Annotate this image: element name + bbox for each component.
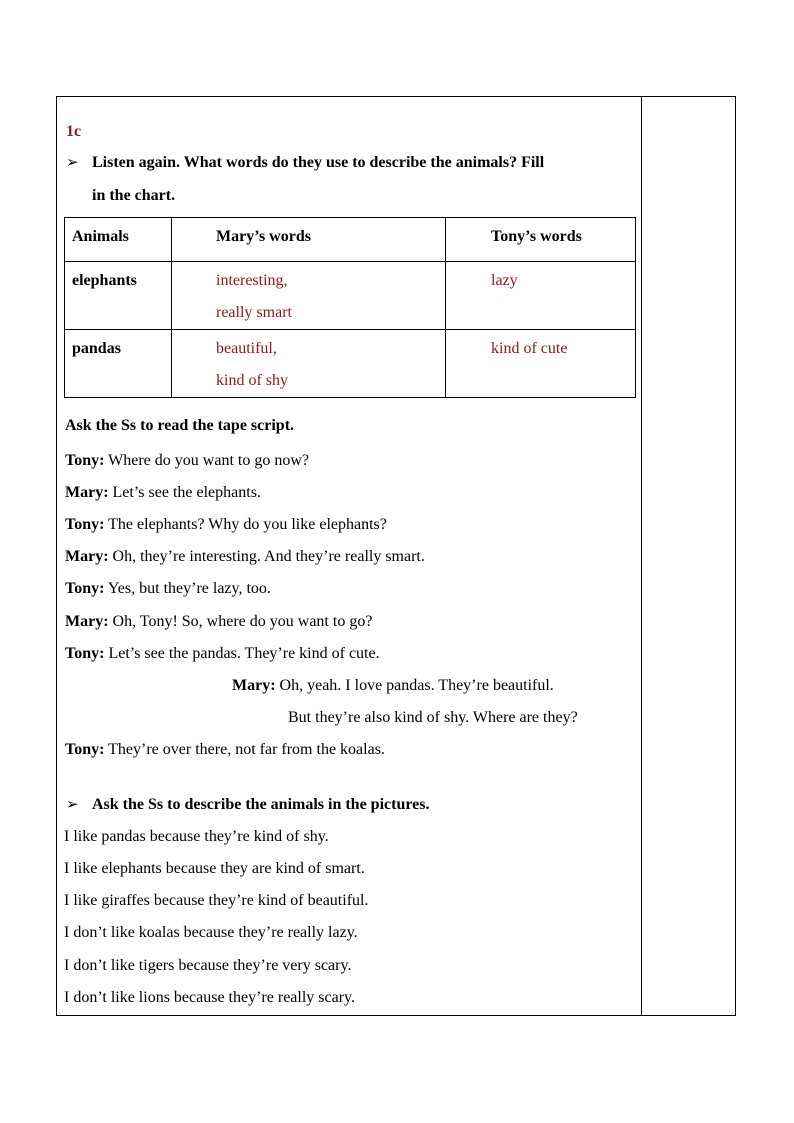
script-line bbox=[232, 677, 554, 695]
utterance: Let’s see the elephants. bbox=[108, 484, 261, 501]
describe-sentence: I don’t like tigers because they’re very scary. bbox=[64, 957, 352, 974]
describe-sentence: I don’t like lions because they’re really scary. bbox=[64, 989, 355, 1006]
utterance: Oh, Tony! So, where do you want to go? bbox=[108, 613, 373, 630]
chart-header-row bbox=[65, 218, 636, 262]
speaker: Tony: bbox=[65, 452, 105, 469]
speaker: Mary: bbox=[65, 613, 109, 630]
column-divider bbox=[641, 97, 642, 1015]
utterance: Oh, they’re interesting. And they’re really smart. bbox=[108, 548, 425, 565]
script-line bbox=[65, 613, 372, 631]
chart-cell-mary bbox=[172, 330, 446, 398]
utterance: The elephants? Why do you like elephants? bbox=[104, 516, 387, 533]
chart-row bbox=[65, 262, 636, 330]
instruction-line-2: in the chart. bbox=[92, 187, 176, 204]
script-line bbox=[65, 645, 380, 663]
script-line bbox=[65, 548, 425, 566]
lesson-table bbox=[56, 96, 736, 1016]
script-line bbox=[65, 580, 271, 598]
speaker: Tony: bbox=[65, 741, 105, 758]
mary-word: interesting, bbox=[216, 272, 288, 289]
chart-header-mary: Mary’s words bbox=[172, 218, 446, 262]
utterance: Oh, yeah. I love pandas. They’re beautiful. bbox=[275, 677, 554, 694]
chart-header-tony: Tony’s words bbox=[446, 218, 636, 262]
script-line bbox=[65, 452, 309, 470]
describe-sentence: I like pandas because they’re kind of shy. bbox=[64, 828, 329, 845]
utterance: Yes, but they’re lazy, too. bbox=[104, 580, 271, 597]
script-line bbox=[65, 484, 261, 502]
arrow-bullet-icon: ➢ bbox=[66, 797, 79, 813]
speaker: Tony: bbox=[65, 516, 105, 533]
mary-word: really smart bbox=[216, 304, 292, 321]
speaker: Tony: bbox=[65, 645, 105, 662]
mary-word: kind of shy bbox=[216, 372, 288, 389]
describe-sentence: I don’t like koalas because they’re really lazy. bbox=[64, 924, 358, 941]
section-label: 1c bbox=[66, 123, 82, 140]
script-line bbox=[65, 516, 387, 534]
describe-sentence: I like elephants because they are kind of smart. bbox=[64, 860, 365, 877]
utterance: Where do you want to go now? bbox=[104, 452, 309, 469]
script-line bbox=[288, 709, 578, 727]
mary-word: beautiful, bbox=[216, 340, 277, 357]
chart-cell-animal: elephants bbox=[65, 262, 172, 330]
utterance: But they’re also kind of shy. Where are they? bbox=[288, 709, 578, 726]
script-heading: Ask the Ss to read the tape script. bbox=[65, 417, 295, 434]
speaker: Mary: bbox=[232, 677, 276, 694]
describe-sentence: I like giraffes because they’re kind of beautiful. bbox=[64, 892, 369, 909]
describe-heading: Ask the Ss to describe the animals in the pictures. bbox=[92, 796, 430, 813]
words-chart bbox=[64, 217, 636, 398]
chart-cell-tony: lazy bbox=[446, 262, 636, 330]
chart-cell-animal: pandas bbox=[65, 330, 172, 398]
speaker: Mary: bbox=[65, 548, 109, 565]
instruction-line-1: Listen again. What words do they use to describe the animals? Fill bbox=[92, 154, 545, 171]
arrow-bullet-icon: ➢ bbox=[66, 155, 79, 171]
chart-cell-mary bbox=[172, 262, 446, 330]
utterance: They’re over there, not far from the koalas. bbox=[104, 741, 385, 758]
speaker: Mary: bbox=[65, 484, 109, 501]
chart-header-animals: Animals bbox=[65, 218, 172, 262]
chart-cell-tony: kind of cute bbox=[446, 330, 636, 398]
speaker: Tony: bbox=[65, 580, 105, 597]
script-line bbox=[65, 741, 385, 759]
utterance: Let’s see the pandas. They’re kind of cute. bbox=[104, 645, 380, 662]
chart-row bbox=[65, 330, 636, 398]
